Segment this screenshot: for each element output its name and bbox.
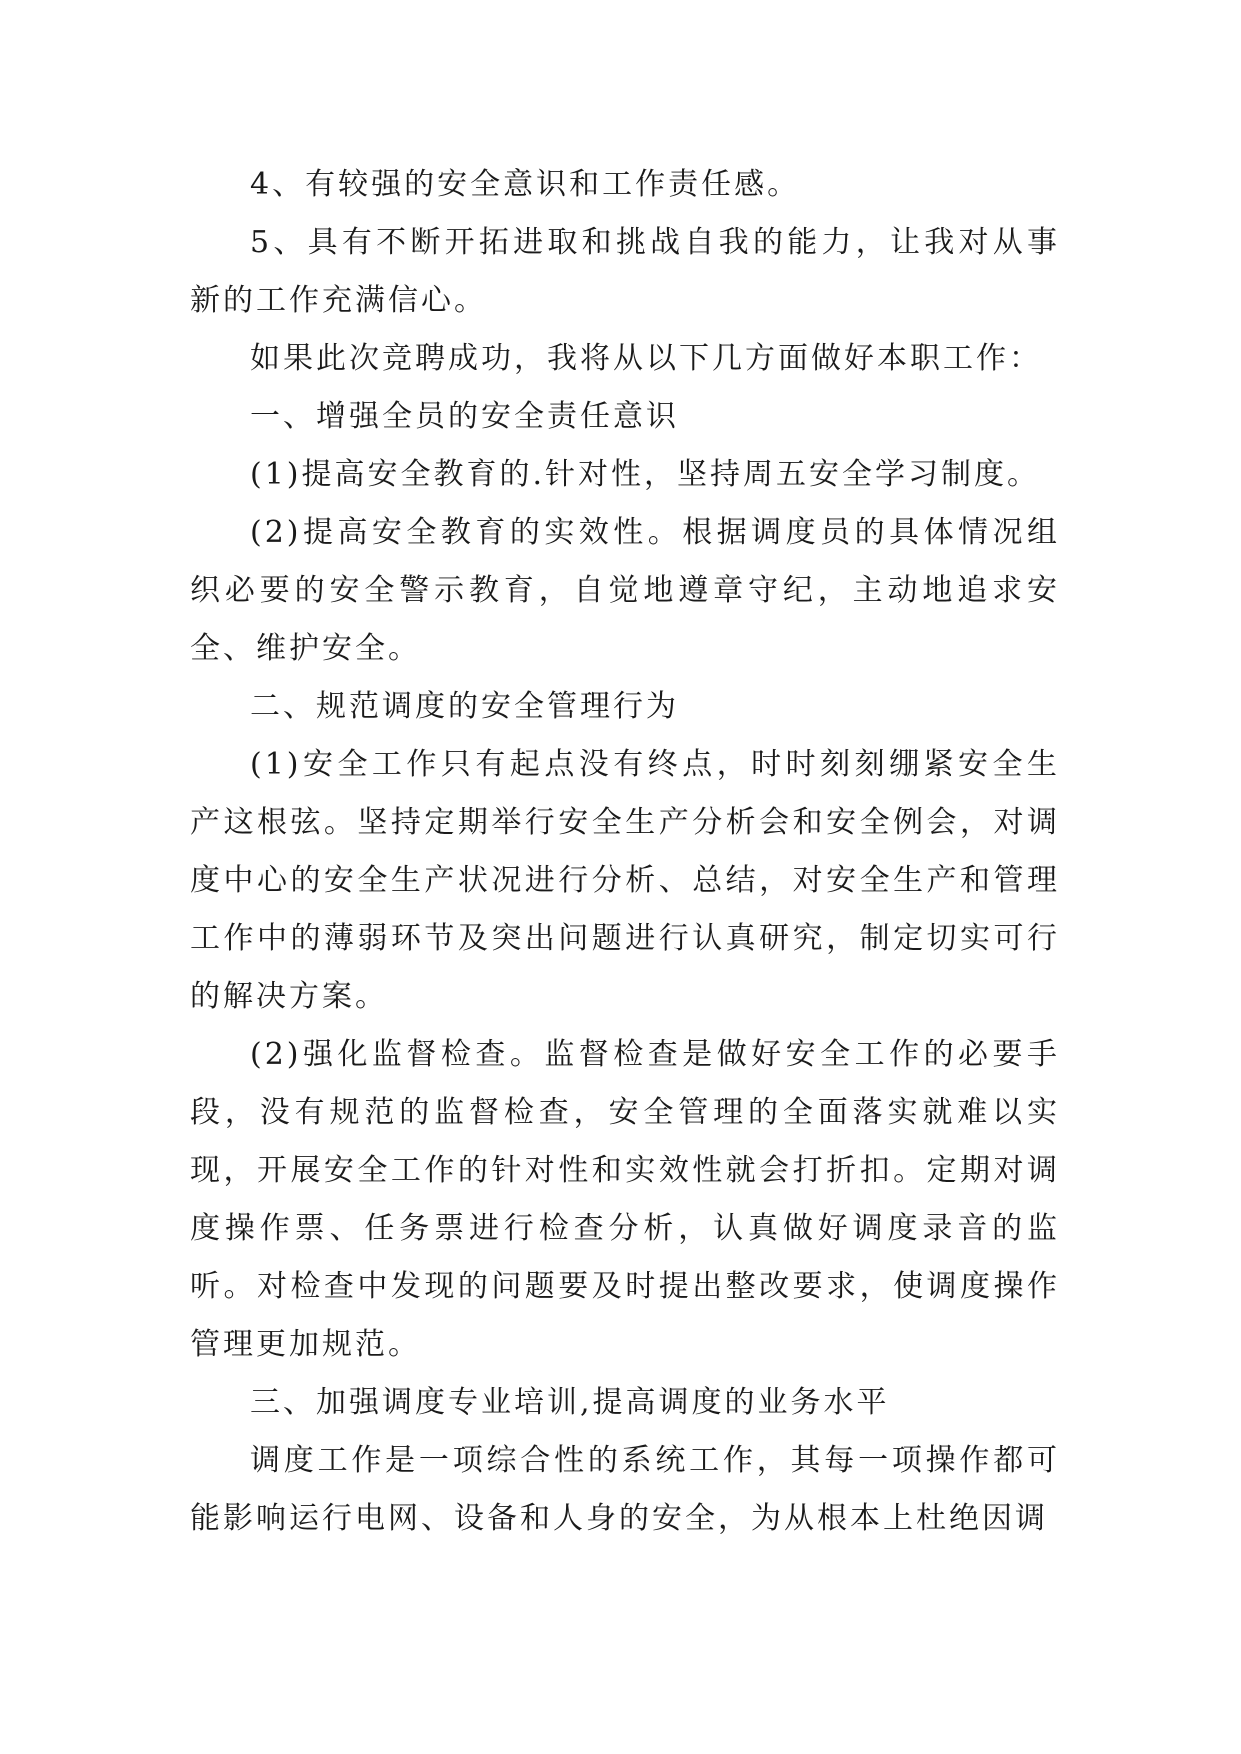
section-heading-2: 二、规范调度的安全管理行为 [250,689,679,724]
section-heading-1: 一、增强全员的安全责任意识 [250,399,679,434]
document-body [190,156,1060,1548]
paragraph-3-1: 调度工作是一项综合性的系统工作，其每一项操作都可能影响运行电网、设备和人身的安全，为从根本上杜绝因调 [190,1443,1060,1536]
paragraph-2-2: (2)强化监督检查。监督检查是做好安全工作的必要手段，没有规范的监督检查，安全管理的全面落实就难以实现，开展安全工作的针对性和实效性就会打折扣。定期对调度操作票、任务票进行检查分析，认真做好调度录音的监听。对检查中发现的问题要及时提出整改要求，使调度操作管理更加规范。 [190,1037,1060,1362]
paragraph-1-2: (2)提高安全教育的实效性。根据调度员的具体情况组织必要的安全警示教育，自觉地遵章守纪，主动地追求安全、维护安全。 [190,515,1060,666]
paragraph-2-1: (1)安全工作只有起点没有终点，时时刻刻绷紧安全生产这根弦。坚持定期举行安全生产分析会和安全例会，对调度中心的安全生产状况进行分析、总结，对安全生产和管理工作中的薄弱环节及突出问题进行认真研究，制定切实可行的解决方案。 [190,747,1060,1014]
paragraph-item-5: 5、具有不断开拓进取和挑战自我的能力，让我对从事新的工作充满信心。 [190,225,1060,318]
section-heading-3: 三、加强调度专业培训,提高调度的业务水平 [250,1385,890,1420]
paragraph-1-1: (1)提高安全教育的.针对性，坚持周五安全学习制度。 [250,457,1041,492]
paragraph-item-4: 4、有较强的安全意识和工作责任感。 [250,167,801,202]
paragraph-intro: 如果此次竞聘成功，我将从以下几方面做好本职工作： [250,341,1042,376]
